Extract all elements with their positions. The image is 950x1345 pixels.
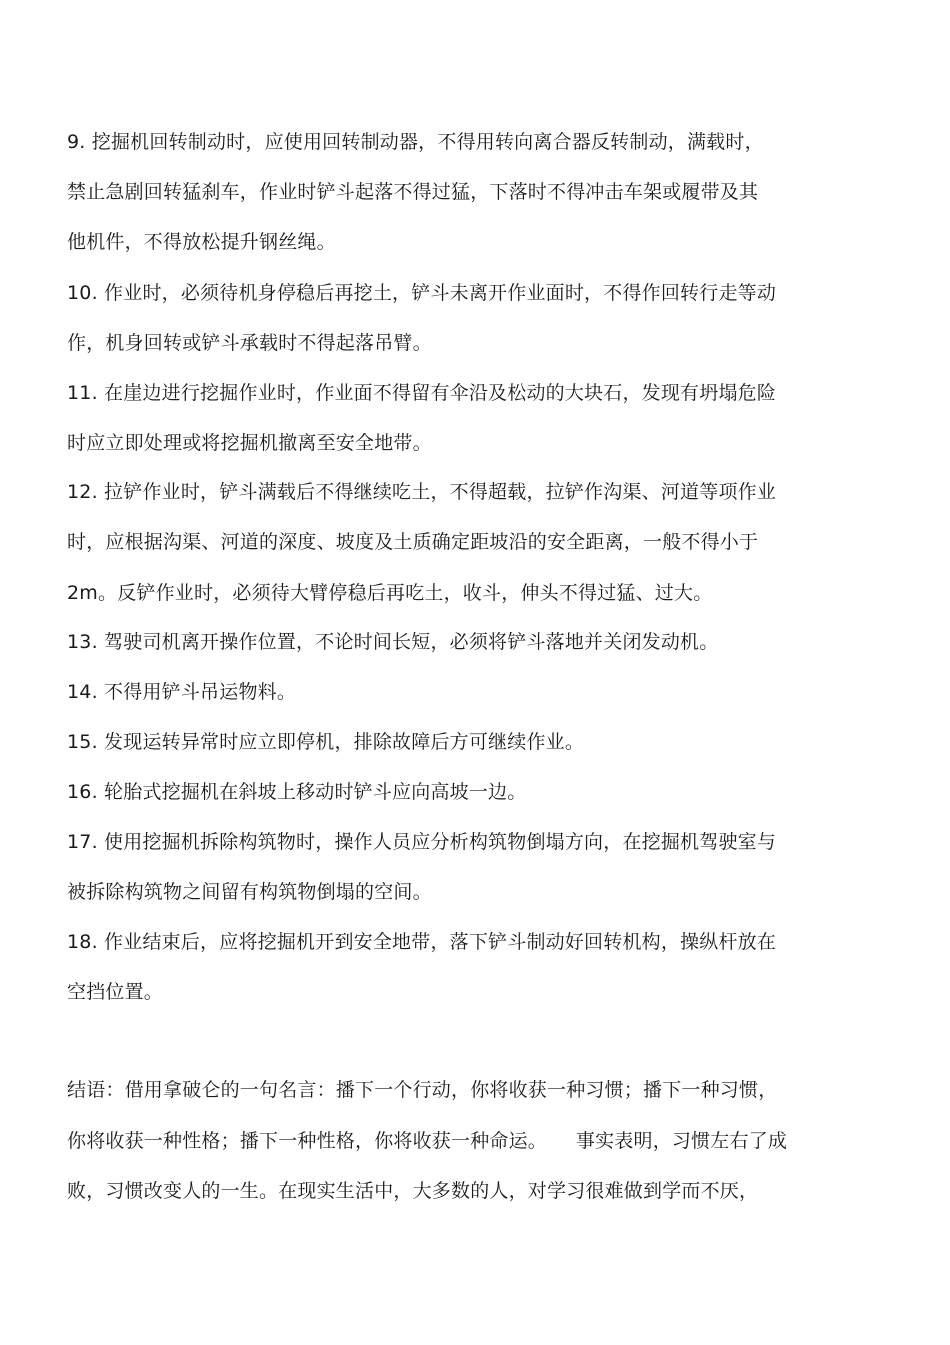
text-line: 被拆除构筑物之间留有构筑物倒塌的空间。 [67,881,432,903]
text-line: 时，应根据沟渠、河道的深度、坡度及土质确定距坡沿的安全距离，一般不得小于 [67,531,759,553]
text-line: 12. 拉铲作业时，铲斗满载后不得继续吃土，不得超载，拉铲作沟渠、河道等项作业 [67,481,777,503]
text-line: 10. 作业时，必须待机身停稳后再挖土，铲斗未离开作业面时，不得作回转行走等动 [67,282,777,304]
text-line: 18. 作业结束后，应将挖掘机开到安全地带，落下铲斗制动好回转机构，操纵杆放在 [67,931,777,953]
text-line: 你将收获一种性格；播下一种性格，你将收获一种命运。 事实表明，习惯左右了成 [67,1130,788,1152]
text-line: 14. 不得用铲斗吊运物料。 [67,681,297,703]
text-line: 败，习惯改变人的一生。在现实生活中，大多数的人，对学习很难做到学而不厌， [67,1180,759,1202]
text-line: 13. 驾驶司机离开操作位置，不论时间长短，必须将铲斗落地并关闭发动机。 [67,631,719,653]
text-line: 16. 轮胎式挖掘机在斜坡上移动时铲斗应向高坡一边。 [67,781,527,803]
text-line: 禁止急剧回转猛刹车，作业时铲斗起落不得过猛，下落时不得冲击车架或履带及其 [67,181,759,203]
text-line: 15. 发现运转异常时应立即停机，排除故障后方可继续作业。 [67,731,585,753]
text-line: 结语：借用拿破仑的一句名言：播下一个行动，你将收获一种习惯；播下一种习惯， [67,1079,778,1101]
text-line: 他机件，不得放松提升钢丝绳。 [67,231,336,253]
text-line: 作，机身回转或铲斗承载时不得起落吊臂。 [67,332,432,354]
text-line: 9. 挖掘机回转制动时，应使用回转制动器，不得用转向离合器反转制动，满载时， [67,131,764,153]
text-line: 时应立即处理或将挖掘机撤离至安全地带。 [67,432,432,454]
text-line: 17. 使用挖掘机拆除构筑物时，操作人员应分析构筑物倒塌方向，在挖掘机驾驶室与 [67,831,777,853]
text-line: 11. 在崖边进行挖掘作业时，作业面不得留有伞沿及松动的大块石，发现有坍塌危险 [67,382,777,404]
text-line: 2m。反铲作业时，必须待大臂停稳后再吃土，收斗，伸头不得过猛、过大。 [67,582,713,604]
text-line: 空挡位置。 [67,981,164,1003]
